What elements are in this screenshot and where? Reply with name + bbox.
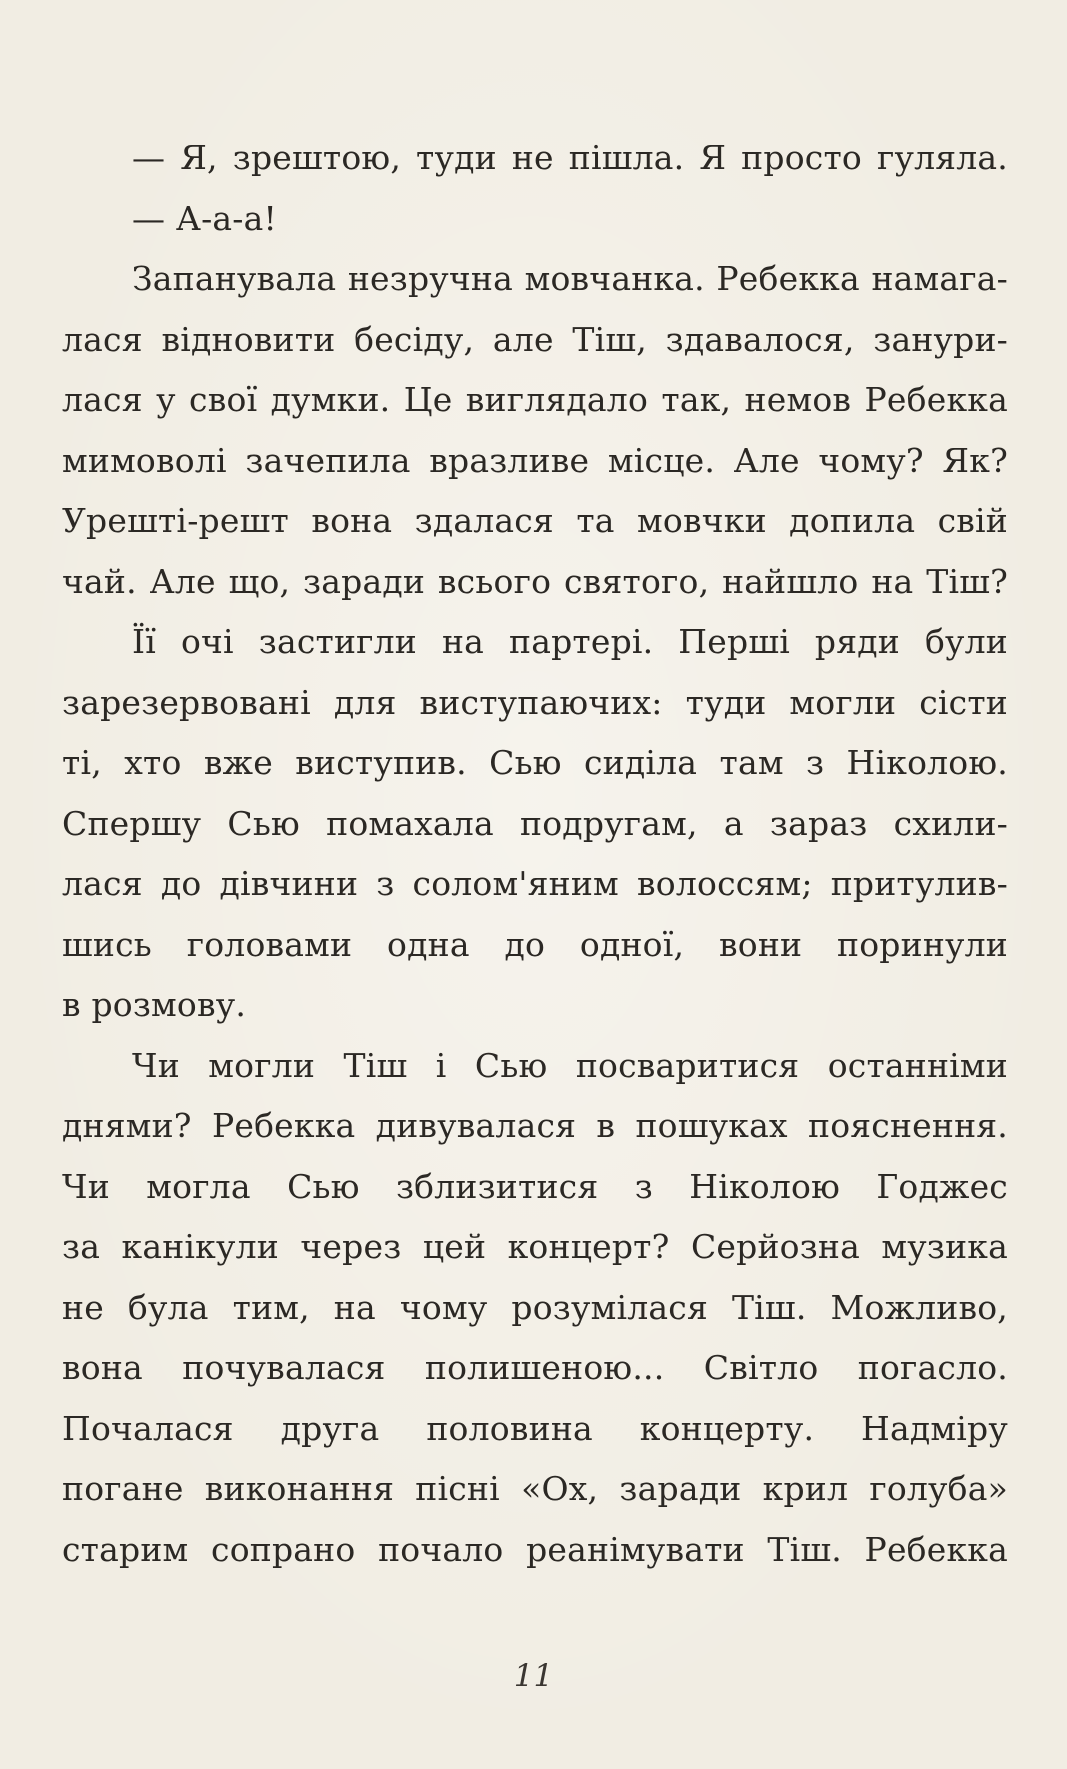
text-line: вона почувалася полишеною... Світло погасло. — [62, 1348, 1008, 1387]
text-line: днями? Ребекка дивувалася в пошуках пояснення. — [62, 1106, 1008, 1145]
text-line: мимоволі зачепила вразливе місце. Але чому? Як? — [62, 440, 1008, 480]
text-line: лася у свої думки. Це виглядало так, немов Ребекка — [62, 380, 1008, 419]
text-line: Чи могла Сью зблизитися з Ніколою Годжес — [62, 1166, 1008, 1206]
text-line: лася відновити бесіду, але Тіш, здавалося, занури- — [62, 319, 1008, 359]
body-text — [62, 128, 1008, 1580]
page-number: 11 — [513, 1658, 554, 1694]
text-line: лася до дівчини з солом'яним волоссям; притулив- — [62, 864, 1008, 903]
text-line: Чи могли Тіш і Сью посваритися останніми — [132, 1045, 1008, 1085]
text-line: Почалася друга половина концерту. Надміру — [62, 1408, 1008, 1448]
text-line: чай. Але що, заради всього святого, найшло на Тіш? — [62, 561, 1008, 601]
text-line: Спершу Сью помахала подругам, а зараз схили- — [62, 803, 1008, 843]
text-line: старим сопрано почало реанімувати Тіш. Ребекка — [62, 1529, 1008, 1569]
text-line: зарезервовані для виступаючих: туди могли сісти — [62, 682, 1008, 722]
text-line: за канікули через цей концерт? Серйозна музика — [62, 1227, 1008, 1266]
text-line: Урешті-решт вона здалася та мовчки допила свій — [62, 501, 1008, 540]
text-line: Її очі застигли на партері. Перші ряди були — [132, 622, 1008, 661]
text-line: шись головами одна до одної, вони поринули — [62, 924, 1008, 964]
text-line: в розмову. — [62, 985, 247, 1024]
text-line: — Я, зрештою, туди не пішла. Я просто гуляла. — [132, 138, 1008, 177]
text-line: ті, хто вже виступив. Сью сиділа там з Ніколою. — [62, 743, 1008, 782]
text-line: — А-а-а! — [132, 198, 277, 238]
text-line: Запанувала незручна мовчанка. Ребекка намага- — [132, 259, 1008, 298]
text-line: не була тим, на чому розумілася Тіш. Можливо, — [62, 1287, 1008, 1327]
text-line: погане виконання пісні «Ох, заради крил голуба» — [62, 1469, 1008, 1508]
